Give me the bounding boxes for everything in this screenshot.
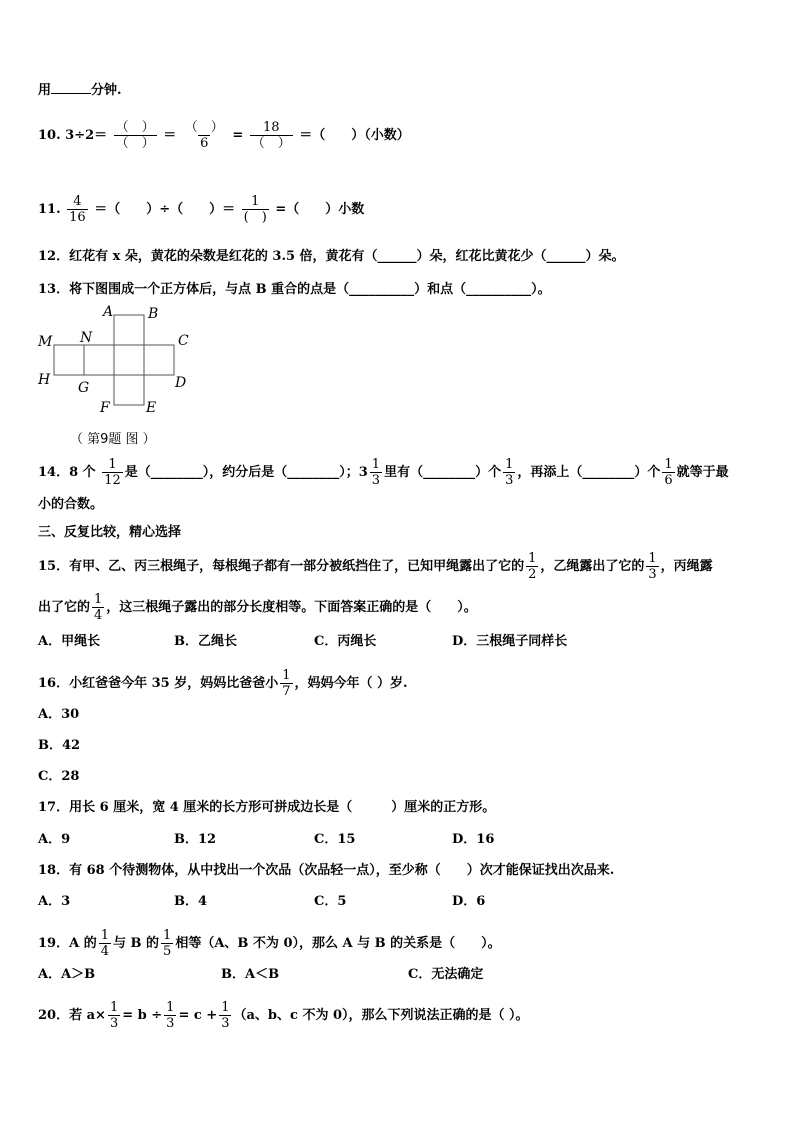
fraction-denominator: 3: [505, 473, 514, 488]
option-a[interactable]: A．3: [38, 894, 71, 909]
fraction-numerator: 1: [166, 1000, 175, 1015]
question-19: [38, 928, 501, 959]
question-12: 12．红花有 x 朵，黄花的朵数是红花的 3.5 倍，黄花有（______）朵，红花比黄花少（______）朵。: [38, 249, 625, 264]
fraction-denominator: 4: [100, 944, 109, 959]
q9-text-pre: 用: [38, 83, 52, 98]
q15-line2: [38, 592, 477, 623]
point-label-h: H: [38, 372, 51, 388]
q14-line2: 小的合数。: [38, 497, 104, 512]
fraction: [92, 592, 104, 623]
question-15: [38, 551, 713, 582]
q10-expr: 3÷2＝: [65, 128, 108, 143]
fraction: [646, 551, 658, 582]
fraction-denominator: 6: [664, 473, 673, 488]
q19-text: 与 B 的: [113, 936, 160, 951]
fraction-numerator: 4: [73, 194, 82, 209]
fraction: [503, 457, 515, 488]
equals-sign: ＝: [163, 128, 177, 143]
fraction: [67, 194, 88, 225]
fraction-denominator: 6: [200, 136, 209, 151]
q16-text: 16．小红爸爸今年 35 岁，妈妈比爸爸小: [38, 676, 279, 691]
fraction: [219, 1000, 231, 1031]
option-d[interactable]: D．三根绳子同样长: [452, 634, 568, 649]
fraction: [250, 120, 293, 151]
fraction-denominator: 12: [104, 473, 121, 488]
q14-text: ，再添上（________）个: [517, 465, 661, 480]
fraction-numerator: 1: [221, 1000, 230, 1015]
question-number: 11.: [38, 202, 61, 217]
point-label-c: C: [178, 333, 189, 349]
equals-sign: =: [232, 128, 244, 143]
q9-tail: [38, 81, 122, 101]
fraction: [114, 120, 157, 151]
question-number: 10.: [38, 128, 61, 143]
fraction-denominator: 3: [221, 1016, 230, 1031]
question-11: [38, 194, 364, 225]
question-17: 17．用长 6 厘米，宽 4 厘米的长方形可拼成边长是（ ）厘米的正方形。: [38, 800, 496, 815]
point-label-g: G: [78, 380, 90, 396]
fraction-numerator: 1: [94, 592, 103, 607]
fraction-numerator: 1: [648, 551, 657, 566]
q14-text: 14．8 个: [38, 465, 96, 480]
point-label-d: D: [175, 375, 187, 391]
option-c[interactable]: C．丙绳长: [314, 634, 377, 649]
q19-text: 相等（A、B 不为 0），那么 A 与 B 的关系是（ ）。: [175, 936, 501, 951]
q20-text: 20．若 a×: [38, 1008, 106, 1023]
fraction-numerator: 1: [100, 928, 109, 943]
option-a[interactable]: A．甲绳长: [38, 634, 101, 649]
answer-blank[interactable]: [51, 93, 91, 94]
q14-text: 里有（________）个: [384, 465, 502, 480]
question-16: [38, 668, 408, 699]
option-b[interactable]: B．42: [38, 738, 81, 753]
fraction-denominator[interactable]: （ ）: [115, 136, 155, 151]
question-18: 18．有 68 个待测物体，从中找出一个次品（次品轻一点），至少称（ ）次才能保证找出次品来.: [38, 863, 615, 878]
q15-text: ，乙绳露出了它的: [540, 559, 645, 574]
net-face-left: [54, 345, 84, 375]
fraction: [102, 457, 123, 488]
fraction-denominator: 3: [166, 1016, 175, 1031]
option-c[interactable]: C．无法确定: [408, 967, 484, 982]
net-face-bottom: [114, 375, 144, 405]
point-label-b: B: [148, 306, 159, 322]
section-heading: 三、反复比较，精心选择: [38, 525, 182, 540]
fraction-numerator: 1: [528, 551, 537, 566]
cube-net-figure: [30, 300, 230, 450]
option-c[interactable]: C．5: [314, 894, 347, 909]
fraction: [183, 120, 226, 151]
option-a[interactable]: A．A＞B: [38, 967, 96, 982]
cube-net-diagram: [30, 300, 230, 420]
point-label-m: M: [38, 334, 53, 350]
q16-text: ，妈妈今年（ ）岁.: [294, 676, 408, 691]
fraction-numerator: 1: [251, 194, 260, 209]
point-label-f: F: [100, 400, 110, 416]
fraction-numerator[interactable]: （ ）: [115, 120, 155, 135]
option-c[interactable]: C．28: [38, 769, 80, 784]
option-b[interactable]: B．A＜B: [221, 967, 280, 982]
point-label-a: A: [103, 304, 114, 320]
option-d[interactable]: D．16: [452, 832, 495, 847]
question-13: 13．将下图围成一个正方体后，与点 B 重合的点是（__________）和点（__________）。: [38, 282, 551, 297]
q11-decimal-blank[interactable]: =（ ）小数: [275, 202, 365, 217]
fraction-denominator: 5: [163, 944, 172, 959]
fraction-denominator[interactable]: （ ）: [251, 136, 291, 151]
net-face-mid-left: [84, 345, 114, 375]
fraction-numerator: 1: [505, 457, 514, 472]
fraction-denominator: 16: [69, 210, 86, 225]
point-label-e: E: [146, 400, 157, 416]
q15-text: ，这三根绳子露出的部分长度相等。下面答案正确的是（ ）。: [106, 600, 477, 615]
fraction: [526, 551, 538, 582]
q10-decimal-blank[interactable]: ＝（ ）（小数）: [299, 128, 410, 143]
q20-text: = b ÷: [122, 1008, 163, 1023]
net-face-right: [144, 345, 174, 375]
question-10: [38, 120, 410, 151]
fraction: [164, 1000, 176, 1031]
fraction-numerator: 1: [109, 1000, 119, 1015]
q20-text: （a、b、c 不为 0），那么下列说法正确的是（ ）。: [233, 1008, 529, 1023]
figure-caption: （ 第9题 图 ）: [70, 432, 156, 447]
fraction-denominator: 3: [648, 567, 657, 582]
question-20: [38, 1000, 529, 1031]
fraction: [370, 457, 382, 488]
q15-text: ，丙绳露: [660, 559, 713, 574]
fraction-denominator: 7: [282, 684, 291, 699]
q15-text: 15．有甲、乙、丙三根绳子，每根绳子都有一部分被纸挡住了，已知甲绳露出了它的: [38, 559, 525, 574]
fraction-numerator: 1: [371, 457, 381, 472]
q20-text: = c +: [178, 1008, 218, 1023]
net-face-center: [114, 345, 144, 375]
option-b[interactable]: B．12: [174, 832, 217, 847]
q14-text: 就等于最: [676, 465, 729, 480]
fraction-numerator: 1: [163, 928, 172, 943]
option-b[interactable]: B．4: [174, 894, 208, 909]
option-c[interactable]: C．15: [314, 832, 356, 847]
question-14: [38, 457, 729, 488]
fraction: [280, 668, 292, 699]
fraction-numerator: 1: [282, 668, 291, 683]
fraction: [161, 928, 173, 959]
fraction-denominator: 3: [371, 473, 381, 488]
fraction-numerator: 18: [262, 120, 280, 135]
option-b[interactable]: B．乙绳长: [174, 634, 237, 649]
fraction: [99, 928, 111, 959]
q11-division-blanks[interactable]: ＝（ ）÷（ ）＝: [94, 202, 236, 217]
net-face-top: [114, 315, 144, 345]
fraction: [242, 194, 269, 225]
fraction: [662, 457, 674, 488]
fraction-numerator[interactable]: （ ）: [184, 120, 224, 135]
fraction: [108, 1000, 120, 1031]
option-a[interactable]: A．9: [38, 832, 71, 847]
fraction-denominator: 4: [94, 608, 103, 623]
q19-text: 19．A 的: [38, 936, 97, 951]
point-label-n: N: [80, 330, 93, 346]
option-d[interactable]: D．6: [452, 894, 486, 909]
fraction-denominator: 2: [528, 567, 537, 582]
option-a[interactable]: A．30: [38, 707, 80, 722]
q9-text-post: 分钟.: [91, 83, 122, 98]
fraction-numerator: 1: [108, 457, 117, 472]
q15-text: 出了它的: [38, 600, 91, 615]
fraction-denominator[interactable]: ( ): [243, 210, 267, 225]
fraction-denominator: 3: [109, 1016, 119, 1031]
fraction-numerator: 1: [664, 457, 673, 472]
q14-text: 是（________），约分后是（________）；3: [124, 465, 368, 480]
